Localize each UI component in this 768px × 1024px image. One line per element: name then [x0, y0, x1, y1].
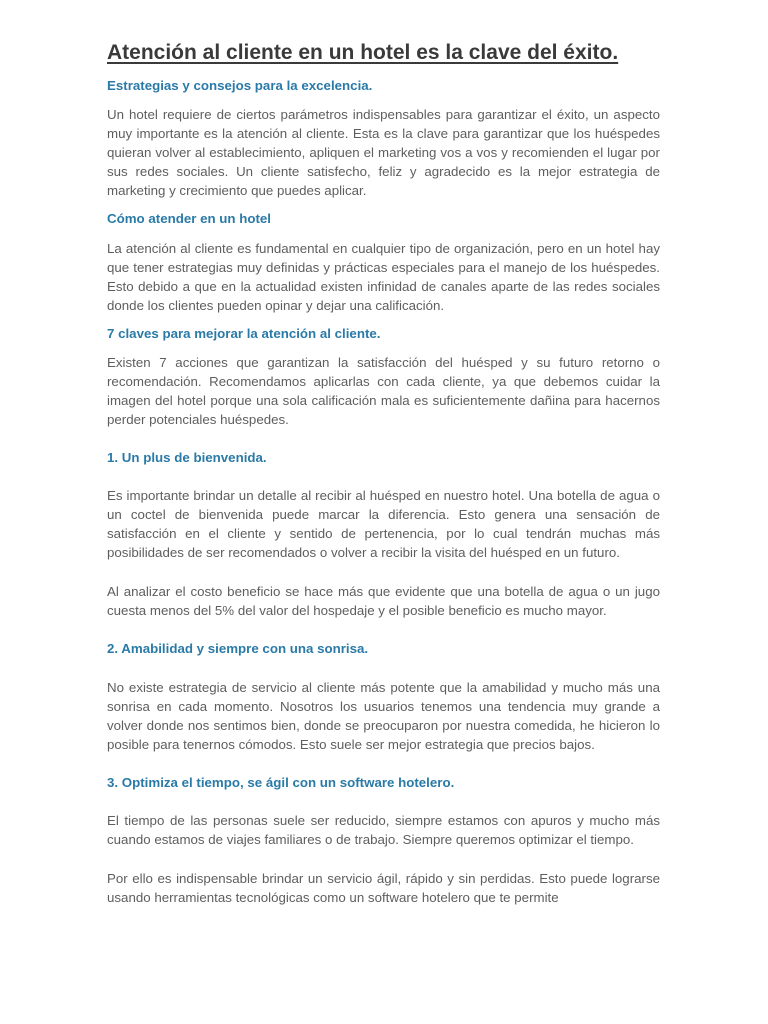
- intro-paragraph: Un hotel requiere de ciertos parámetros indispensables para garantizar el éxito, un aspecto muy importante es la atención al cliente. Esta es la clave para garantizar que los huéspedes quieran volver al establecimiento, apliquen el marketing vos a vos y recomienden el lugar por sus redes sociales. Un cliente satisfecho, feliz y agradecido es la mejor estrategia de marketing y crecimiento que puedes aplicar.: [107, 107, 660, 199]
- section-paragraph: Por ello es indispensable brindar un servicio ágil, rápido y sin perdidas. Esto puede lograrse usando herramientas tecnológicas como un software hotelero que te permite: [107, 870, 660, 905]
- section-heading-7-claves: 7 claves para mejorar la atención al cliente.: [107, 325, 381, 341]
- section-paragraph: Existen 7 acciones que garantizan la satisfacción del huésped y su futuro retorno o recomendación. Recomendamos aplicarlas con cada cliente, ya que debemos cuidar la imagen del hotel porque una sola calificación mala es suficientemente dañina para hacernos perder potenciales huéspedes.: [107, 355, 660, 428]
- section-paragraph: Es importante brindar un detalle al recibir al huésped en nuestro hotel. Una botella de agua o un coctel de bienvenida puede marcar la diferencia. Esto genera una sensación de satisfacción en el cliente y sentido de pertenencia, por lo cual tendrán muchas más posibilidades de ser recomendados o volver a recibir la visita del huésped en un futuro.: [107, 488, 660, 561]
- section-heading-optimiza-tiempo: 3. Optimiza el tiempo, se ágil con un software hotelero.: [107, 774, 455, 790]
- document-title: Atención al cliente en un hotel es la clave del éxito.: [107, 41, 619, 64]
- section-paragraph: El tiempo de las personas suele ser reducido, siempre estamos con apuros y mucho más cuando estamos de viajes familiares o de trabajo. Siempre queremos optimizar el tiempo.: [107, 812, 660, 847]
- section-paragraph: La atención al cliente es fundamental en cualquier tipo de organización, pero en un hotel hay que tener estrategias muy definidas y prácticas especiales para el manejo de los huéspedes. Esto debido a que en la actualidad existen infinidad de canales aparte de las redes sociales donde los clientes pueden opinar y dejar una calificación.: [107, 240, 660, 313]
- section-heading-amabilidad: 2. Amabilidad y siempre con una sonrisa.: [107, 641, 369, 657]
- section-paragraph: Al analizar el costo beneficio se hace más que evidente que una botella de agua o un jugo cuesta menos del 5% del valor del hospedaje y el posible beneficio es mucho mayor.: [107, 584, 660, 619]
- section-paragraph: No existe estrategia de servicio al cliente más potente que la amabilidad y mucho más una sonrisa en cada momento. Nosotros los usuarios tenemos una tendencia muy grande a volver donde nos sentimos bien, donde se preocuparon por nuestra comedida, he hicieron lo posible para tenernos cómodos. Esto suele ser mejor estrategia que precios bajos.: [107, 679, 660, 752]
- section-heading-bienvenida: 1. Un plus de bienvenida.: [107, 450, 267, 466]
- document-content: [107, 40, 660, 917]
- document-subtitle: Estrategias y consejos para la excelencia.: [107, 78, 373, 94]
- section-heading-como-atender: Cómo atender en un hotel: [107, 211, 272, 227]
